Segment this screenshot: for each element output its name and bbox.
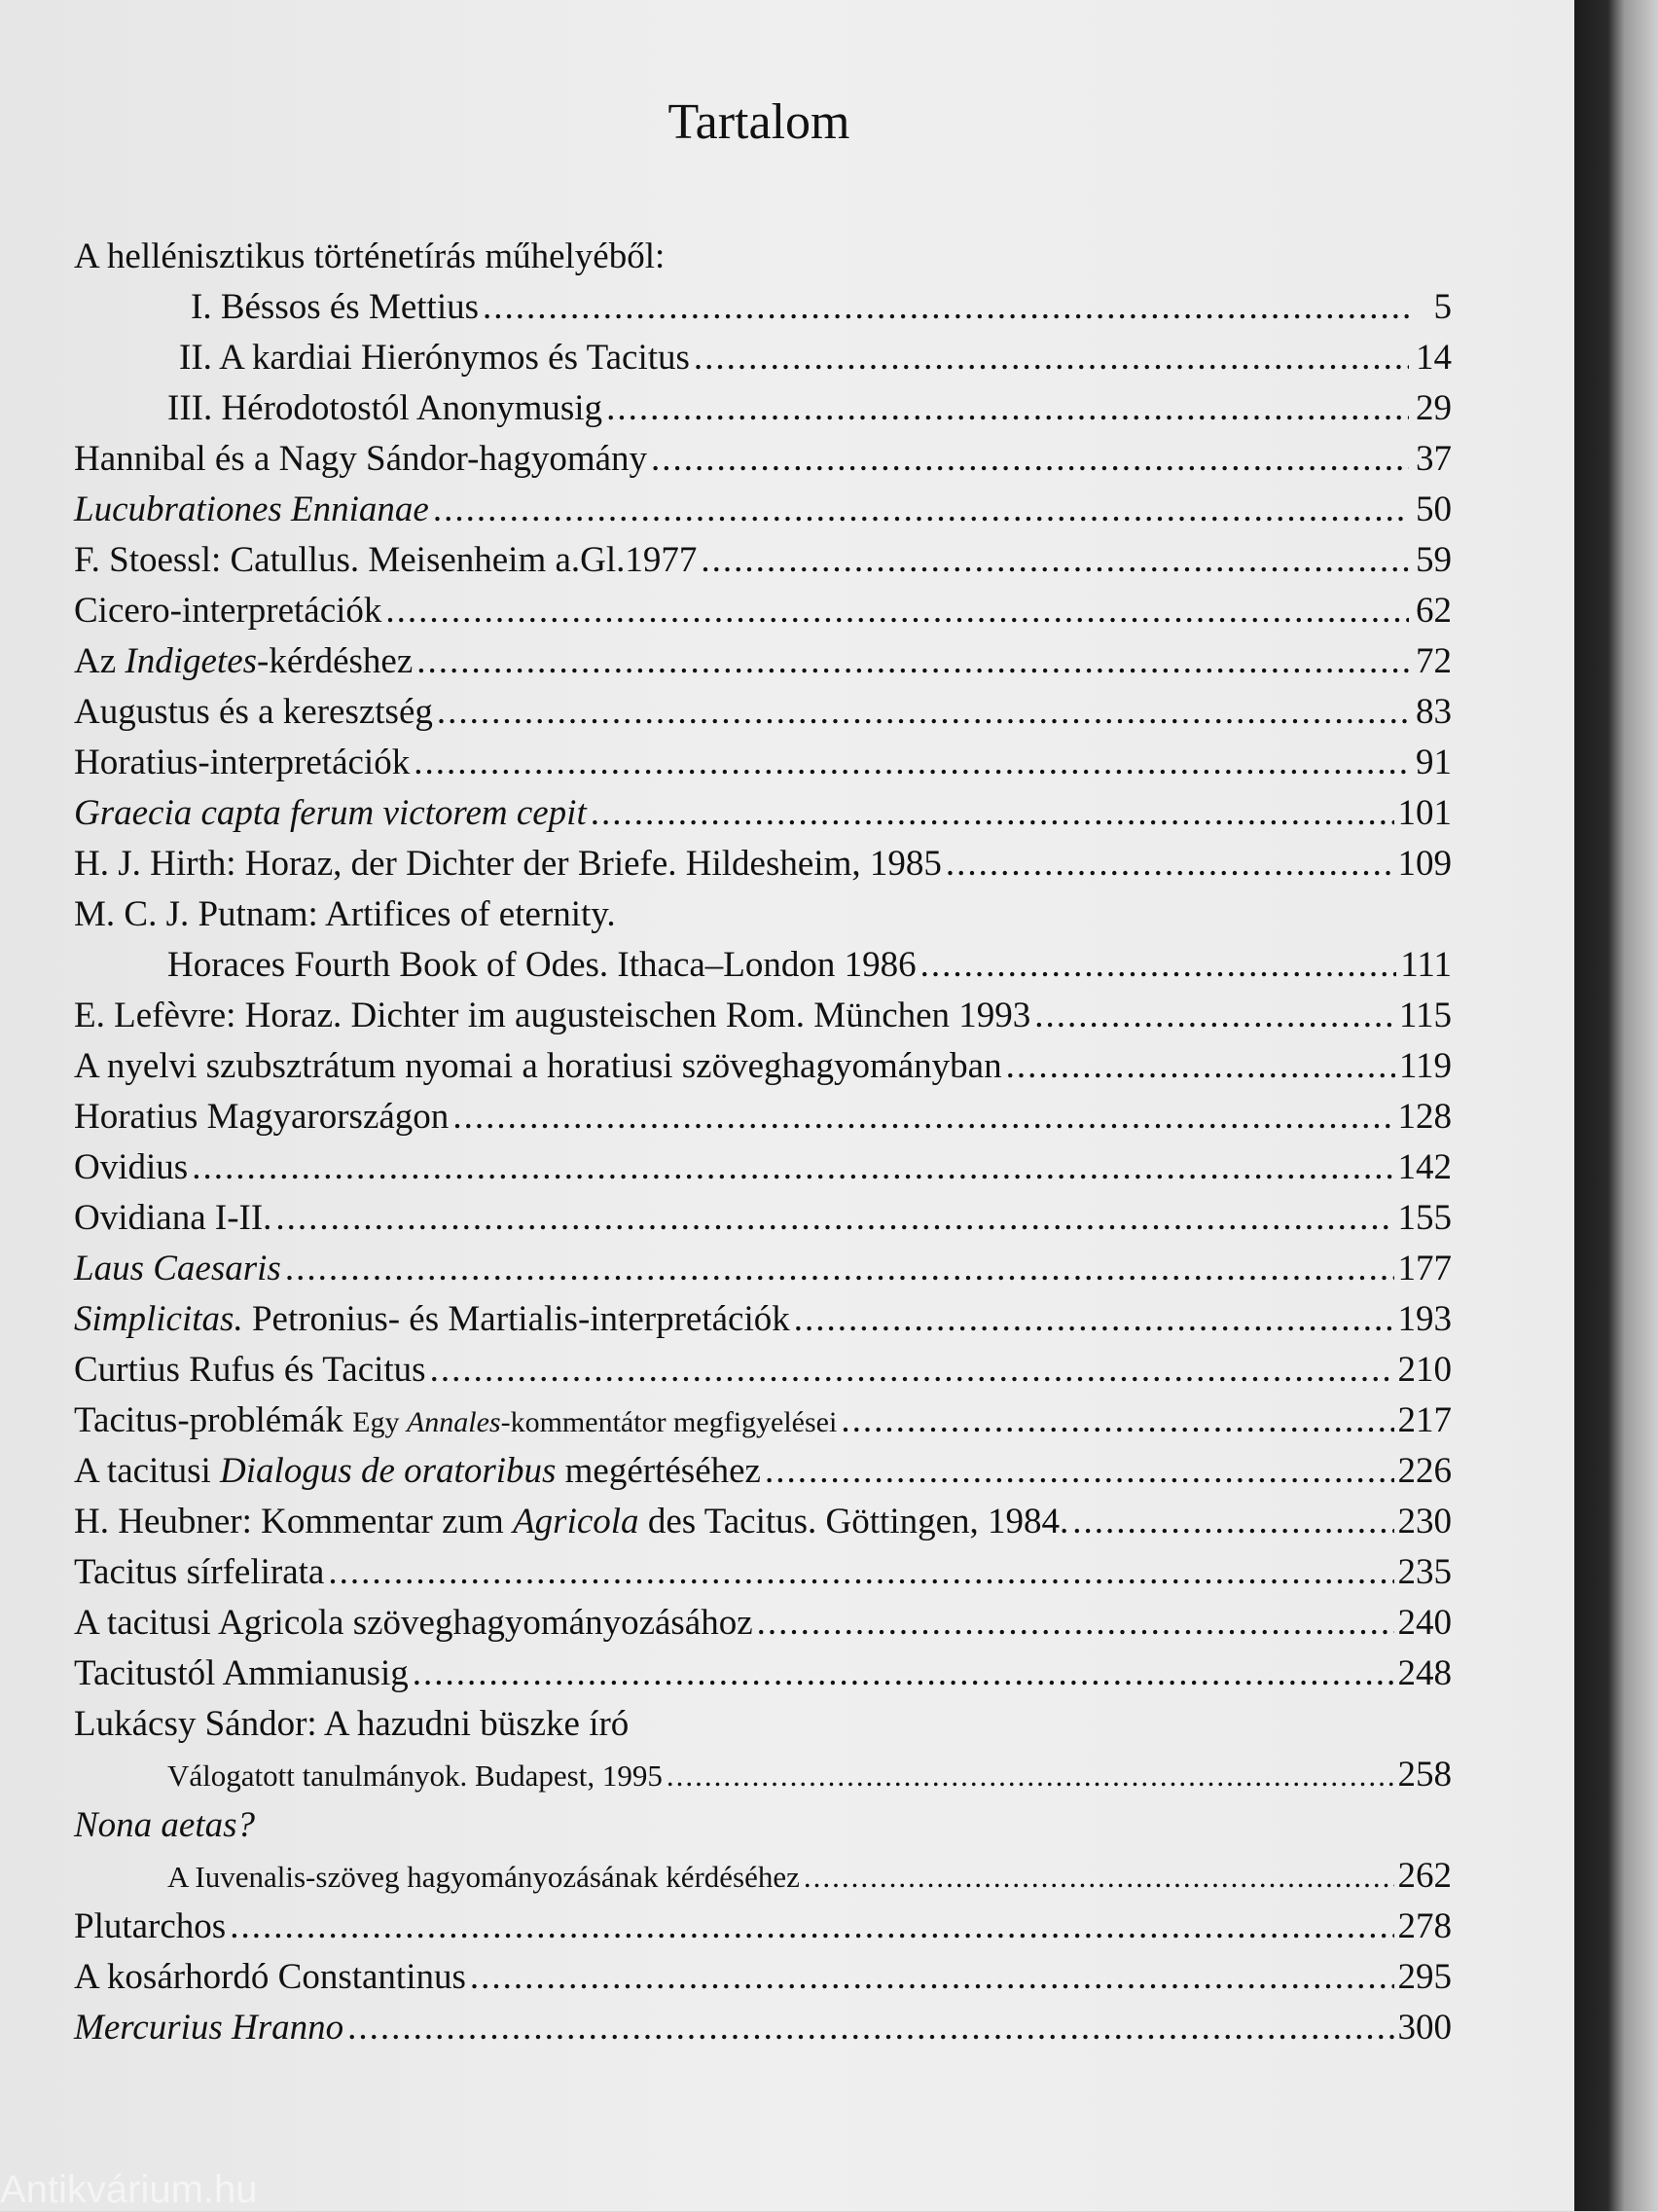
toc-entry: Laus Caesaris ..... 177 <box>74 1244 1452 1294</box>
toc-entry: Tacitus sírfelirata ..... 235 <box>74 1547 1452 1598</box>
toc-entry: H. J. Hirth: Horaz, der Dichter der Briefe. Hildesheim, 1985 ..... 109 <box>74 839 1452 889</box>
toc-entry: A kosárhordó Constantinus ..... 295 <box>74 1952 1452 2003</box>
toc-entry: III. Hérodotostól Anonymusig ..... 29 <box>74 383 1452 434</box>
toc-entry: Lukácsy Sándor: A hazudni büszke író <box>74 1704 630 1744</box>
toc-entry: A Iuvenalis-szöveg hagyományozásának kérdéséhez ..... 262 <box>74 1851 1452 1902</box>
toc-entry: Tacitus-problémák Egy Annales-kommentátor megfigyelései ..... 217 <box>74 1396 1452 1446</box>
page-title: Tartalom <box>667 94 850 150</box>
toc-entry: Hannibal és a Nagy Sándor-hagyomány ..... 37 <box>74 434 1452 485</box>
toc-entry: Horaces Fourth Book of Odes. Ithaca–London 1986 ..... 111 <box>74 940 1452 991</box>
toc-entry: E. Lefèvre: Horaz. Dichter im augusteischen Rom. München 1993 ..... 115 <box>74 991 1452 1041</box>
toc-entry: Curtius Rufus és Tacitus ..... 210 <box>74 1345 1452 1396</box>
toc-entry: Ovidius ..... 142 <box>74 1142 1452 1193</box>
toc-entry: II. A kardiai Hierónymos és Tacitus ..... 14 <box>74 333 1452 383</box>
toc-entry: Tacitustól Ammianusig ..... 248 <box>74 1649 1452 1699</box>
watermark: Antikvárium.hu <box>0 2168 258 2211</box>
toc-entry: I. Béssos és Mettius ..... 5 <box>74 282 1452 333</box>
toc-entry: Lucubrationes Ennianae ..... 50 <box>74 485 1452 535</box>
book-spine <box>1574 0 1658 2211</box>
toc-entry: Az Indigetes-kérdéshez ..... 72 <box>74 636 1452 687</box>
toc-entry: A nyelvi szubsztrátum nyomai a horatiusi szöveghagyományban ..... 119 <box>74 1041 1452 1092</box>
table-of-contents <box>74 232 1452 2053</box>
toc-entry: Mercurius Hranno ..... 300 <box>74 2003 1452 2053</box>
toc-entry: Horatius-interpretációk ..... 91 <box>74 738 1452 788</box>
toc-entry: Válogatott tanulmányok. Budapest, 1995 ..... 258 <box>74 1750 1452 1800</box>
toc-entry: H. Heubner: Kommentar zum Agricola des Tacitus. Göttingen, 1984. ..... 230 <box>74 1497 1452 1547</box>
toc-entry: Plutarchos ..... 278 <box>74 1902 1452 1952</box>
toc-entry: Augustus és a keresztség ..... 83 <box>74 687 1452 738</box>
toc-entry: Nona aetas? <box>74 1805 256 1845</box>
toc-entry: Horatius Magyarországon ..... 128 <box>74 1092 1452 1142</box>
toc-entry: F. Stoessl: Catullus. Meisenheim a.Gl.1977 ..... 59 <box>74 535 1452 586</box>
toc-entry: Graecia capta ferum victorem cepit ..... 101 <box>74 788 1452 839</box>
toc-entry: Cicero-interpretációk ..... 62 <box>74 586 1452 636</box>
section-heading: A hellénisztikus történetírás műhelyéből: <box>74 236 666 276</box>
toc-entry: A tacitusi Agricola szöveghagyományozásához ..... 240 <box>74 1598 1452 1649</box>
toc-entry: A tacitusi Dialogus de oratoribus megértéséhez ..... 226 <box>74 1446 1452 1497</box>
toc-entry: Ovidiana I-II. ..... 155 <box>74 1193 1452 1244</box>
toc-entry: M. C. J. Putnam: Artifices of eternity. <box>74 894 616 934</box>
toc-entry: Simplicitas. Petronius- és Martialis-interpretációk ..... 193 <box>74 1294 1452 1345</box>
